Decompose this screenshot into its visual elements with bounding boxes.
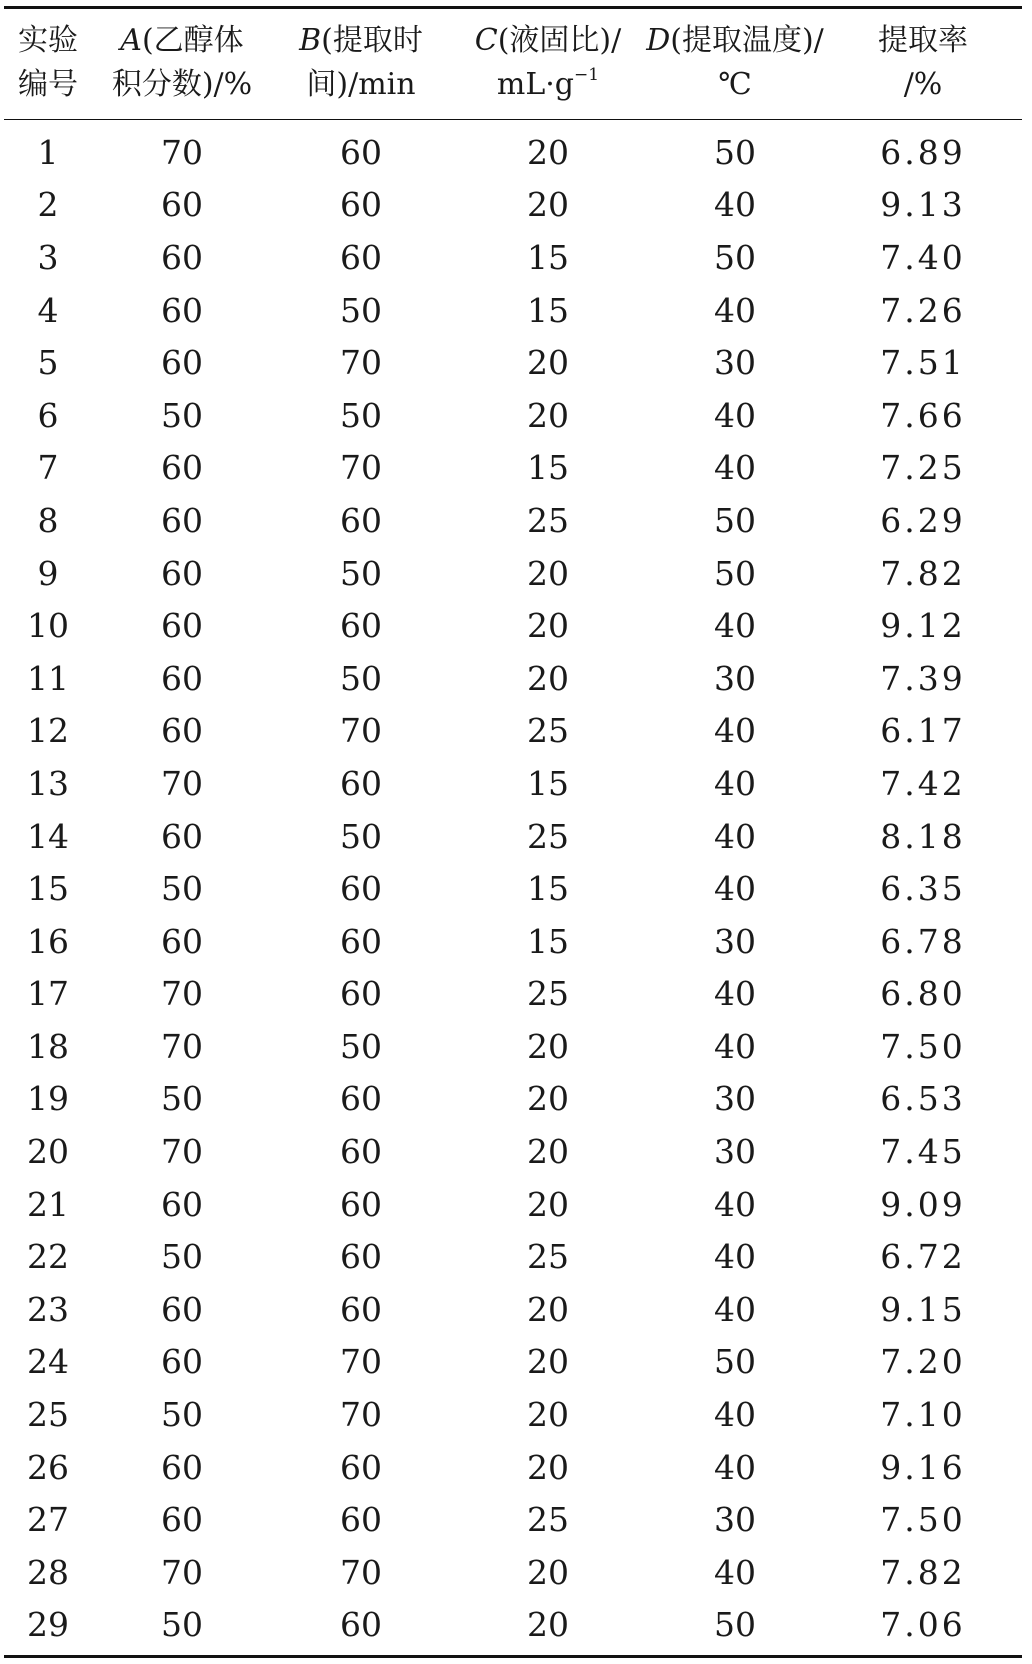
cell-extraction-temperature: 40	[714, 1184, 756, 1224]
cell-extraction-temperature: 30	[714, 1500, 756, 1540]
cell-extraction-time: 50	[340, 658, 382, 698]
cell-extraction-temperature: 30	[714, 658, 756, 698]
header-ethanol-fraction	[92, 8, 272, 120]
header-extraction-time-line1	[272, 19, 450, 63]
cell-ethanol-fraction: 60	[161, 185, 203, 225]
cell-extraction-rate: 7.06	[824, 1599, 1022, 1657]
cell-extraction-time: 70	[340, 711, 382, 751]
cell-extraction-temperature: 40	[714, 763, 756, 803]
header-extraction-temperature-line1	[646, 19, 824, 63]
cell-extraction-time: 60	[340, 1289, 382, 1329]
table-row	[4, 652, 1022, 705]
table-row	[4, 862, 1022, 915]
cell-liquid-solid-ratio: 15	[527, 237, 569, 277]
table-header	[4, 8, 1022, 120]
cell-ethanol-fraction: 60	[161, 658, 203, 698]
cell-experiment-no: 14	[27, 816, 69, 856]
header-var-c: C	[474, 23, 498, 58]
cell-experiment-no: 4	[37, 290, 59, 330]
cell-extraction-rate: 9.09	[880, 1184, 966, 1224]
cell-extraction-time: 60	[340, 1184, 382, 1224]
header-liquid-solid-ratio-exponent: −1	[574, 65, 600, 85]
cell-extraction-temperature: 50	[714, 1342, 756, 1382]
cell-liquid-solid-ratio: 15	[527, 921, 569, 961]
header-extraction-temperature-line2: ℃	[718, 67, 752, 102]
cell-liquid-solid-ratio: 20	[527, 1079, 569, 1119]
cell-extraction-rate: 6.17	[880, 711, 966, 751]
cell-liquid-solid-ratio: 25	[527, 500, 569, 540]
cell-liquid-solid-ratio: 20	[527, 553, 569, 593]
cell-extraction-temperature: 50	[714, 237, 756, 277]
table-row	[4, 120, 1022, 179]
cell-experiment-no: 13	[27, 763, 69, 803]
cell-extraction-temperature: 50	[714, 553, 756, 593]
cell-ethanol-fraction: 50	[92, 1599, 272, 1657]
header-extraction-time-line2: 间)/min	[306, 67, 416, 102]
cell-experiment-no: 29	[4, 1599, 92, 1657]
header-liquid-solid-ratio-line2	[450, 63, 646, 107]
table-row	[4, 968, 1022, 1021]
cell-extraction-rate: 7.25	[880, 448, 966, 488]
cell-ethanol-fraction: 60	[161, 237, 203, 277]
cell-liquid-solid-ratio: 20	[527, 1026, 569, 1066]
cell-extraction-temperature: 40	[714, 1447, 756, 1487]
cell-extraction-temperature: 40	[714, 816, 756, 856]
cell-extraction-rate: 7.50	[880, 1500, 966, 1540]
cell-experiment-no: 5	[37, 343, 59, 383]
table-row	[4, 1178, 1022, 1231]
cell-ethanol-fraction: 70	[161, 132, 203, 172]
cell-extraction-time: 60	[340, 974, 382, 1014]
table-row	[4, 705, 1022, 758]
table-row	[4, 547, 1022, 600]
cell-liquid-solid-ratio: 25	[527, 974, 569, 1014]
cell-extraction-temperature: 40	[714, 1026, 756, 1066]
cell-experiment-no: 27	[27, 1500, 69, 1540]
cell-liquid-solid-ratio: 20	[527, 1184, 569, 1224]
cell-experiment-no: 12	[27, 711, 69, 751]
cell-liquid-solid-ratio: 15	[527, 869, 569, 909]
cell-extraction-time: 60	[340, 1079, 382, 1119]
cell-extraction-rate: 6.72	[880, 1237, 966, 1277]
table-row	[4, 599, 1022, 652]
cell-liquid-solid-ratio: 20	[527, 1552, 569, 1592]
cell-liquid-solid-ratio: 20	[527, 1395, 569, 1435]
cell-experiment-no: 24	[27, 1342, 69, 1382]
cell-ethanol-fraction: 50	[161, 395, 203, 435]
cell-extraction-temperature: 50	[646, 1599, 824, 1657]
table-row	[4, 1073, 1022, 1126]
header-extraction-rate-line1: 提取率	[878, 23, 968, 58]
cell-experiment-no: 18	[27, 1026, 69, 1066]
table-row	[4, 494, 1022, 547]
cell-extraction-temperature: 40	[714, 711, 756, 751]
header-var-b: B	[299, 23, 322, 58]
cell-extraction-temperature: 50	[714, 132, 756, 172]
cell-ethanol-fraction: 60	[161, 711, 203, 751]
cell-extraction-time: 60	[340, 606, 382, 646]
cell-ethanol-fraction: 60	[161, 1184, 203, 1224]
cell-extraction-rate: 6.35	[880, 869, 966, 909]
cell-ethanol-fraction: 50	[161, 1237, 203, 1277]
cell-extraction-time: 60	[340, 921, 382, 961]
header-extraction-time	[272, 8, 450, 120]
cell-extraction-temperature: 40	[714, 1237, 756, 1277]
cell-extraction-time: 60	[340, 237, 382, 277]
cell-extraction-temperature: 40	[714, 290, 756, 330]
cell-experiment-no: 3	[37, 237, 59, 277]
cell-experiment-no: 2	[37, 185, 59, 225]
cell-extraction-rate: 6.89	[880, 132, 966, 172]
header-extraction-rate-line2: /%	[903, 67, 943, 102]
cell-extraction-rate: 7.45	[880, 1132, 966, 1172]
table-row	[4, 179, 1022, 232]
table-row	[4, 1441, 1022, 1494]
header-ethanol-fraction-line1	[92, 19, 272, 63]
table-row	[4, 442, 1022, 495]
cell-extraction-rate: 7.10	[880, 1395, 966, 1435]
cell-ethanol-fraction: 60	[161, 816, 203, 856]
cell-liquid-solid-ratio: 20	[527, 658, 569, 698]
cell-extraction-rate: 6.78	[880, 921, 966, 961]
cell-ethanol-fraction: 70	[161, 1552, 203, 1592]
cell-ethanol-fraction: 60	[161, 1289, 203, 1329]
header-extraction-temperature-line1-rest: (提取温度)/	[670, 23, 824, 58]
cell-extraction-temperature: 40	[714, 448, 756, 488]
table-row	[4, 1599, 1022, 1657]
table-row	[4, 1283, 1022, 1336]
cell-extraction-temperature: 40	[714, 1289, 756, 1329]
cell-extraction-temperature: 40	[714, 1552, 756, 1592]
cell-extraction-time: 50	[340, 816, 382, 856]
cell-experiment-no: 15	[27, 869, 69, 909]
cell-extraction-rate: 9.12	[880, 606, 966, 646]
header-row	[4, 8, 1022, 120]
table-row	[4, 757, 1022, 810]
cell-extraction-rate: 6.53	[880, 1079, 966, 1119]
cell-ethanol-fraction: 60	[161, 500, 203, 540]
cell-extraction-time: 50	[340, 290, 382, 330]
cell-experiment-no: 23	[27, 1289, 69, 1329]
cell-extraction-time: 70	[340, 1552, 382, 1592]
cell-extraction-temperature: 40	[714, 185, 756, 225]
cell-ethanol-fraction: 60	[161, 553, 203, 593]
cell-extraction-rate: 9.13	[880, 185, 966, 225]
cell-extraction-temperature: 40	[714, 869, 756, 909]
cell-experiment-no: 7	[37, 448, 59, 488]
table-row	[4, 1493, 1022, 1546]
cell-experiment-no: 9	[37, 553, 59, 593]
cell-liquid-solid-ratio: 25	[527, 1500, 569, 1540]
cell-ethanol-fraction: 70	[161, 1026, 203, 1066]
cell-extraction-rate: 7.39	[880, 658, 966, 698]
cell-ethanol-fraction: 60	[161, 290, 203, 330]
experiment-table	[4, 6, 1022, 1658]
cell-liquid-solid-ratio: 20	[527, 185, 569, 225]
cell-liquid-solid-ratio: 15	[527, 290, 569, 330]
cell-extraction-rate: 7.50	[880, 1026, 966, 1066]
cell-extraction-time: 60	[340, 500, 382, 540]
cell-liquid-solid-ratio: 20	[527, 1289, 569, 1329]
cell-experiment-no: 25	[27, 1395, 69, 1435]
table-row	[4, 1546, 1022, 1599]
cell-liquid-solid-ratio: 20	[527, 1342, 569, 1382]
cell-extraction-time: 60	[340, 132, 382, 172]
cell-ethanol-fraction: 60	[161, 1447, 203, 1487]
cell-liquid-solid-ratio: 25	[527, 711, 569, 751]
cell-liquid-solid-ratio: 20	[527, 606, 569, 646]
cell-experiment-no: 16	[27, 921, 69, 961]
header-experiment-no-line2: 编号	[18, 67, 78, 102]
table-body	[4, 120, 1022, 1657]
cell-experiment-no: 6	[37, 395, 59, 435]
header-experiment-no	[4, 8, 92, 120]
cell-extraction-temperature: 30	[714, 1132, 756, 1172]
cell-ethanol-fraction: 70	[161, 974, 203, 1014]
header-experiment-no-line1: 实验	[18, 23, 78, 58]
cell-experiment-no: 21	[27, 1184, 69, 1224]
header-liquid-solid-ratio-line1	[450, 19, 646, 63]
table-row	[4, 1336, 1022, 1389]
cell-extraction-rate: 9.15	[880, 1289, 966, 1329]
cell-extraction-rate: 8.18	[880, 816, 966, 856]
cell-extraction-rate: 6.29	[880, 500, 966, 540]
header-extraction-temperature	[646, 8, 824, 120]
header-extraction-rate	[824, 8, 1022, 120]
cell-extraction-time: 60	[340, 1237, 382, 1277]
cell-extraction-temperature: 30	[714, 343, 756, 383]
table-row	[4, 1230, 1022, 1283]
cell-extraction-rate: 7.42	[880, 763, 966, 803]
cell-experiment-no: 19	[27, 1079, 69, 1119]
cell-extraction-temperature: 30	[714, 1079, 756, 1119]
cell-extraction-temperature: 50	[714, 500, 756, 540]
cell-extraction-time: 70	[340, 343, 382, 383]
cell-extraction-rate: 7.82	[880, 1552, 966, 1592]
cell-ethanol-fraction: 60	[161, 1500, 203, 1540]
cell-ethanol-fraction: 50	[161, 1079, 203, 1119]
table-row	[4, 1125, 1022, 1178]
table-row	[4, 389, 1022, 442]
cell-extraction-time: 60	[340, 185, 382, 225]
cell-extraction-temperature: 40	[714, 395, 756, 435]
cell-ethanol-fraction: 60	[161, 448, 203, 488]
cell-ethanol-fraction: 60	[161, 1342, 203, 1382]
cell-extraction-time: 60	[340, 1500, 382, 1540]
cell-extraction-time: 60	[340, 869, 382, 909]
cell-extraction-time: 50	[340, 1026, 382, 1066]
cell-extraction-rate: 6.80	[880, 974, 966, 1014]
cell-extraction-time: 50	[340, 553, 382, 593]
cell-experiment-no: 20	[27, 1132, 69, 1172]
cell-ethanol-fraction: 50	[161, 1395, 203, 1435]
cell-extraction-rate: 7.20	[880, 1342, 966, 1382]
header-var-d: D	[646, 23, 671, 58]
table-row	[4, 284, 1022, 337]
cell-experiment-no: 26	[27, 1447, 69, 1487]
cell-extraction-time: 60	[272, 1599, 450, 1657]
cell-extraction-time: 60	[340, 1132, 382, 1172]
cell-liquid-solid-ratio: 20	[527, 395, 569, 435]
cell-liquid-solid-ratio: 20	[527, 343, 569, 383]
cell-extraction-time: 70	[340, 1342, 382, 1382]
cell-liquid-solid-ratio: 20	[527, 132, 569, 172]
cell-experiment-no: 22	[27, 1237, 69, 1277]
header-extraction-time-line1-rest: (提取时	[321, 23, 423, 58]
cell-extraction-time: 70	[340, 448, 382, 488]
header-liquid-solid-ratio-unit: mL·g	[496, 67, 575, 102]
header-ethanol-fraction-line1-rest: (乙醇体	[141, 23, 244, 58]
cell-extraction-rate: 9.16	[880, 1447, 966, 1487]
cell-ethanol-fraction: 70	[161, 763, 203, 803]
cell-extraction-temperature: 30	[714, 921, 756, 961]
cell-experiment-no: 17	[27, 974, 69, 1014]
cell-extraction-time: 60	[340, 1447, 382, 1487]
cell-ethanol-fraction: 60	[161, 343, 203, 383]
cell-experiment-no: 28	[27, 1552, 69, 1592]
table-row	[4, 810, 1022, 863]
cell-experiment-no: 8	[37, 500, 59, 540]
cell-extraction-time: 70	[340, 1395, 382, 1435]
cell-ethanol-fraction: 60	[161, 606, 203, 646]
table-row	[4, 915, 1022, 968]
cell-liquid-solid-ratio: 25	[527, 1237, 569, 1277]
cell-liquid-solid-ratio: 20	[527, 1447, 569, 1487]
cell-experiment-no: 1	[37, 132, 59, 172]
cell-liquid-solid-ratio: 15	[527, 448, 569, 488]
cell-liquid-solid-ratio: 15	[527, 763, 569, 803]
table-row	[4, 1388, 1022, 1441]
cell-liquid-solid-ratio: 20	[450, 1599, 646, 1657]
table-row	[4, 1020, 1022, 1073]
cell-extraction-time: 60	[340, 763, 382, 803]
cell-extraction-rate: 7.66	[880, 395, 966, 435]
header-liquid-solid-ratio	[450, 8, 646, 120]
cell-liquid-solid-ratio: 20	[527, 1132, 569, 1172]
cell-experiment-no: 11	[27, 658, 69, 698]
cell-ethanol-fraction: 70	[161, 1132, 203, 1172]
cell-extraction-temperature: 40	[714, 974, 756, 1014]
cell-extraction-temperature: 40	[714, 1395, 756, 1435]
cell-ethanol-fraction: 50	[161, 869, 203, 909]
cell-extraction-temperature: 40	[714, 606, 756, 646]
cell-extraction-rate: 7.40	[880, 237, 966, 277]
header-var-a: A	[120, 23, 142, 58]
cell-extraction-rate: 7.51	[880, 343, 966, 383]
cell-extraction-rate: 7.82	[880, 553, 966, 593]
header-liquid-solid-ratio-line1-rest: (液固比)/	[497, 23, 622, 58]
cell-liquid-solid-ratio: 25	[527, 816, 569, 856]
cell-ethanol-fraction: 60	[161, 921, 203, 961]
cell-experiment-no: 10	[27, 606, 69, 646]
table-row	[4, 231, 1022, 284]
cell-extraction-time: 50	[340, 395, 382, 435]
table-row	[4, 336, 1022, 389]
cell-extraction-rate: 7.26	[880, 290, 966, 330]
header-ethanol-fraction-line2: 积分数)/%	[111, 67, 253, 102]
